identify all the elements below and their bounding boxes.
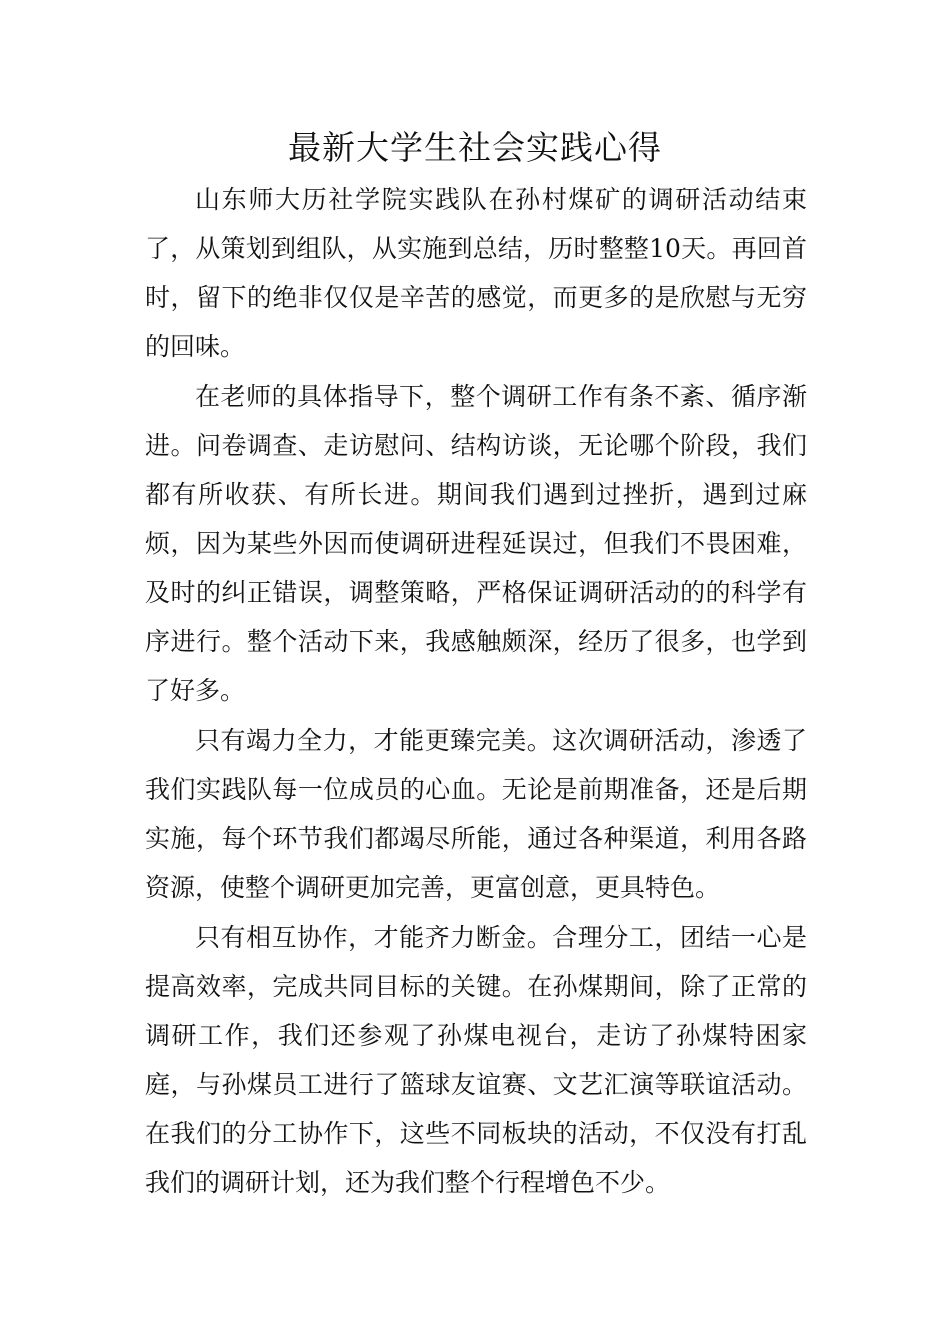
paragraph-3: 只有竭力全力，才能更臻完美。这次调研活动，渗透了我们实践队每一位成员的心血。无论是前期准备，还是后期实施，每个环节我们都竭尽所能，通过各种渠道，利用各路资源，使整个调研更加完善，更富创意，更具特色。 bbox=[145, 726, 807, 902]
paragraph-4: 只有相互协作，才能齐力断金。合理分工，团结一心是提高效率，完成共同目标的关键。在孙煤期间，除了正常的调研工作，我们还参观了孙煤电视台，走访了孙煤特困家庭，与孙煤员工进行了篮球友谊赛、文艺汇演等联谊活动。在我们的分工协作下，这些不同板块的活动，不仅没有打乱我们的调研计划，还为我们整个行程增色不少。 bbox=[145, 923, 807, 1197]
document-body bbox=[145, 175, 807, 1207]
paragraph-1: 山东师大历社学院实践队在孙村煤矿的调研活动结束了，从策划到组队，从实施到总结，历时整整10天。再回首时，留下的绝非仅仅是辛苦的感觉，而更多的是欣慰与无穷的回味。 bbox=[145, 185, 807, 361]
page-title: 最新大学生社会实践心得 bbox=[288, 128, 662, 167]
paragraph-2: 在老师的具体指导下，整个调研工作有条不紊、循序渐进。问卷调查、走访慰问、结构访谈，无论哪个阶段，我们都有所收获、有所长进。期间我们遇到过挫折，遇到过麻烦，因为某些外因而使调研进程延误过，但我们不畏困难，及时的纠正错误，调整策略，严格保证调研活动的的科学有序进行。整个活动下来，我感触颇深，经历了很多，也学到了好多。 bbox=[145, 382, 807, 705]
